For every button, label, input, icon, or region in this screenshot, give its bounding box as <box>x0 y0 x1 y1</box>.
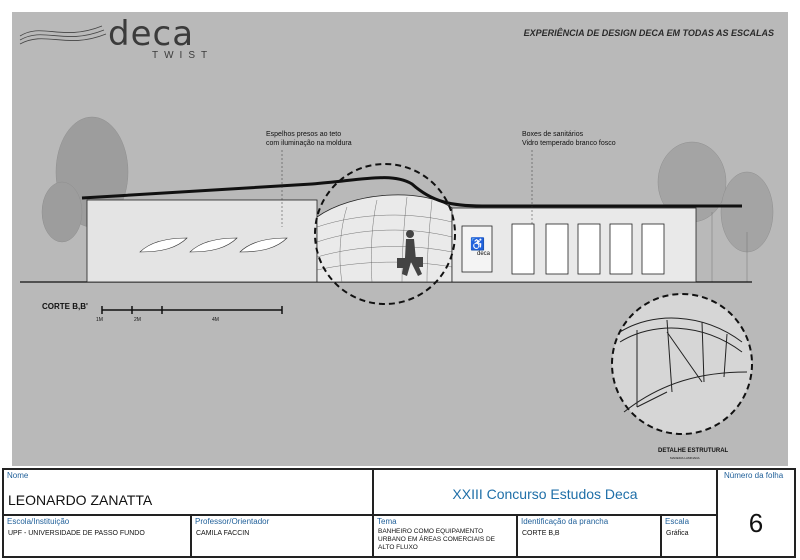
school-value: UPF - UNIVERSIDADE DE PASSO FUNDO <box>8 530 145 537</box>
contest-title: XXIII Concurso Estudos Deca <box>452 486 638 502</box>
curved-wall <box>317 195 452 282</box>
board-id-cell <box>517 515 661 557</box>
detail-label: DETALHE ESTRUTURAL <box>658 448 729 454</box>
sheet-number-label: Número da folha <box>724 471 784 480</box>
scale-label-3: 4M <box>212 317 219 323</box>
name-value: LEONARDO ZANATTA <box>8 492 153 508</box>
note-mirrors: Espelhos presos ao teto com iluminação na moldura <box>266 131 352 147</box>
sheet-number: 6 <box>748 508 764 538</box>
school-cell <box>3 515 191 557</box>
scale-cell <box>661 515 717 557</box>
drawing-board <box>12 12 788 466</box>
note-boxes: Boxes de sanitários Vidro temperado branco fosco <box>522 131 616 147</box>
brand-logo: deca <box>108 14 195 54</box>
accessibility-icon: ♿ <box>470 237 485 251</box>
section-drawing <box>12 12 788 466</box>
school-label: Escola/Instituição <box>7 517 70 526</box>
name-label: Nome <box>7 471 29 480</box>
sheet-number-cell <box>717 469 795 557</box>
professor-cell <box>191 515 373 557</box>
scale-label: Escala <box>665 517 690 526</box>
professor-value: CAMILA FACCIN <box>196 530 250 537</box>
theme-cell <box>373 515 517 557</box>
scale-bar <box>102 306 282 314</box>
detail-circle-zoom <box>612 294 752 434</box>
tagline: EXPERIÊNCIA DE DESIGN DECA EM TODAS AS ESCALAS <box>523 28 774 38</box>
title-block <box>2 468 796 558</box>
sign-logo: deca <box>477 251 491 257</box>
professor-label: Professor/Orientador <box>195 517 270 526</box>
board-id-label: Identificação da prancha <box>521 517 609 526</box>
section-label: CORTE B,B' <box>42 302 88 311</box>
detail-sub-label: MADEIRA LAMINADA <box>670 456 700 460</box>
scale-label-1: 1M <box>96 317 103 323</box>
scale-label-2: 2M <box>134 317 141 323</box>
board-id-value: CORTE B,B <box>522 530 560 537</box>
wave-logo <box>20 26 106 44</box>
scale-value: Gráfica <box>666 530 689 537</box>
contest-cell <box>373 469 717 515</box>
theme-value: BANHEIRO COMO EQUIPAMENTO URBANO EM ÁREAS COMERCIAIS DE ALTO FLUXO <box>378 528 496 551</box>
theme-label: Tema <box>377 517 397 526</box>
brand-sub: TWIST <box>152 50 214 61</box>
name-cell <box>3 469 373 515</box>
